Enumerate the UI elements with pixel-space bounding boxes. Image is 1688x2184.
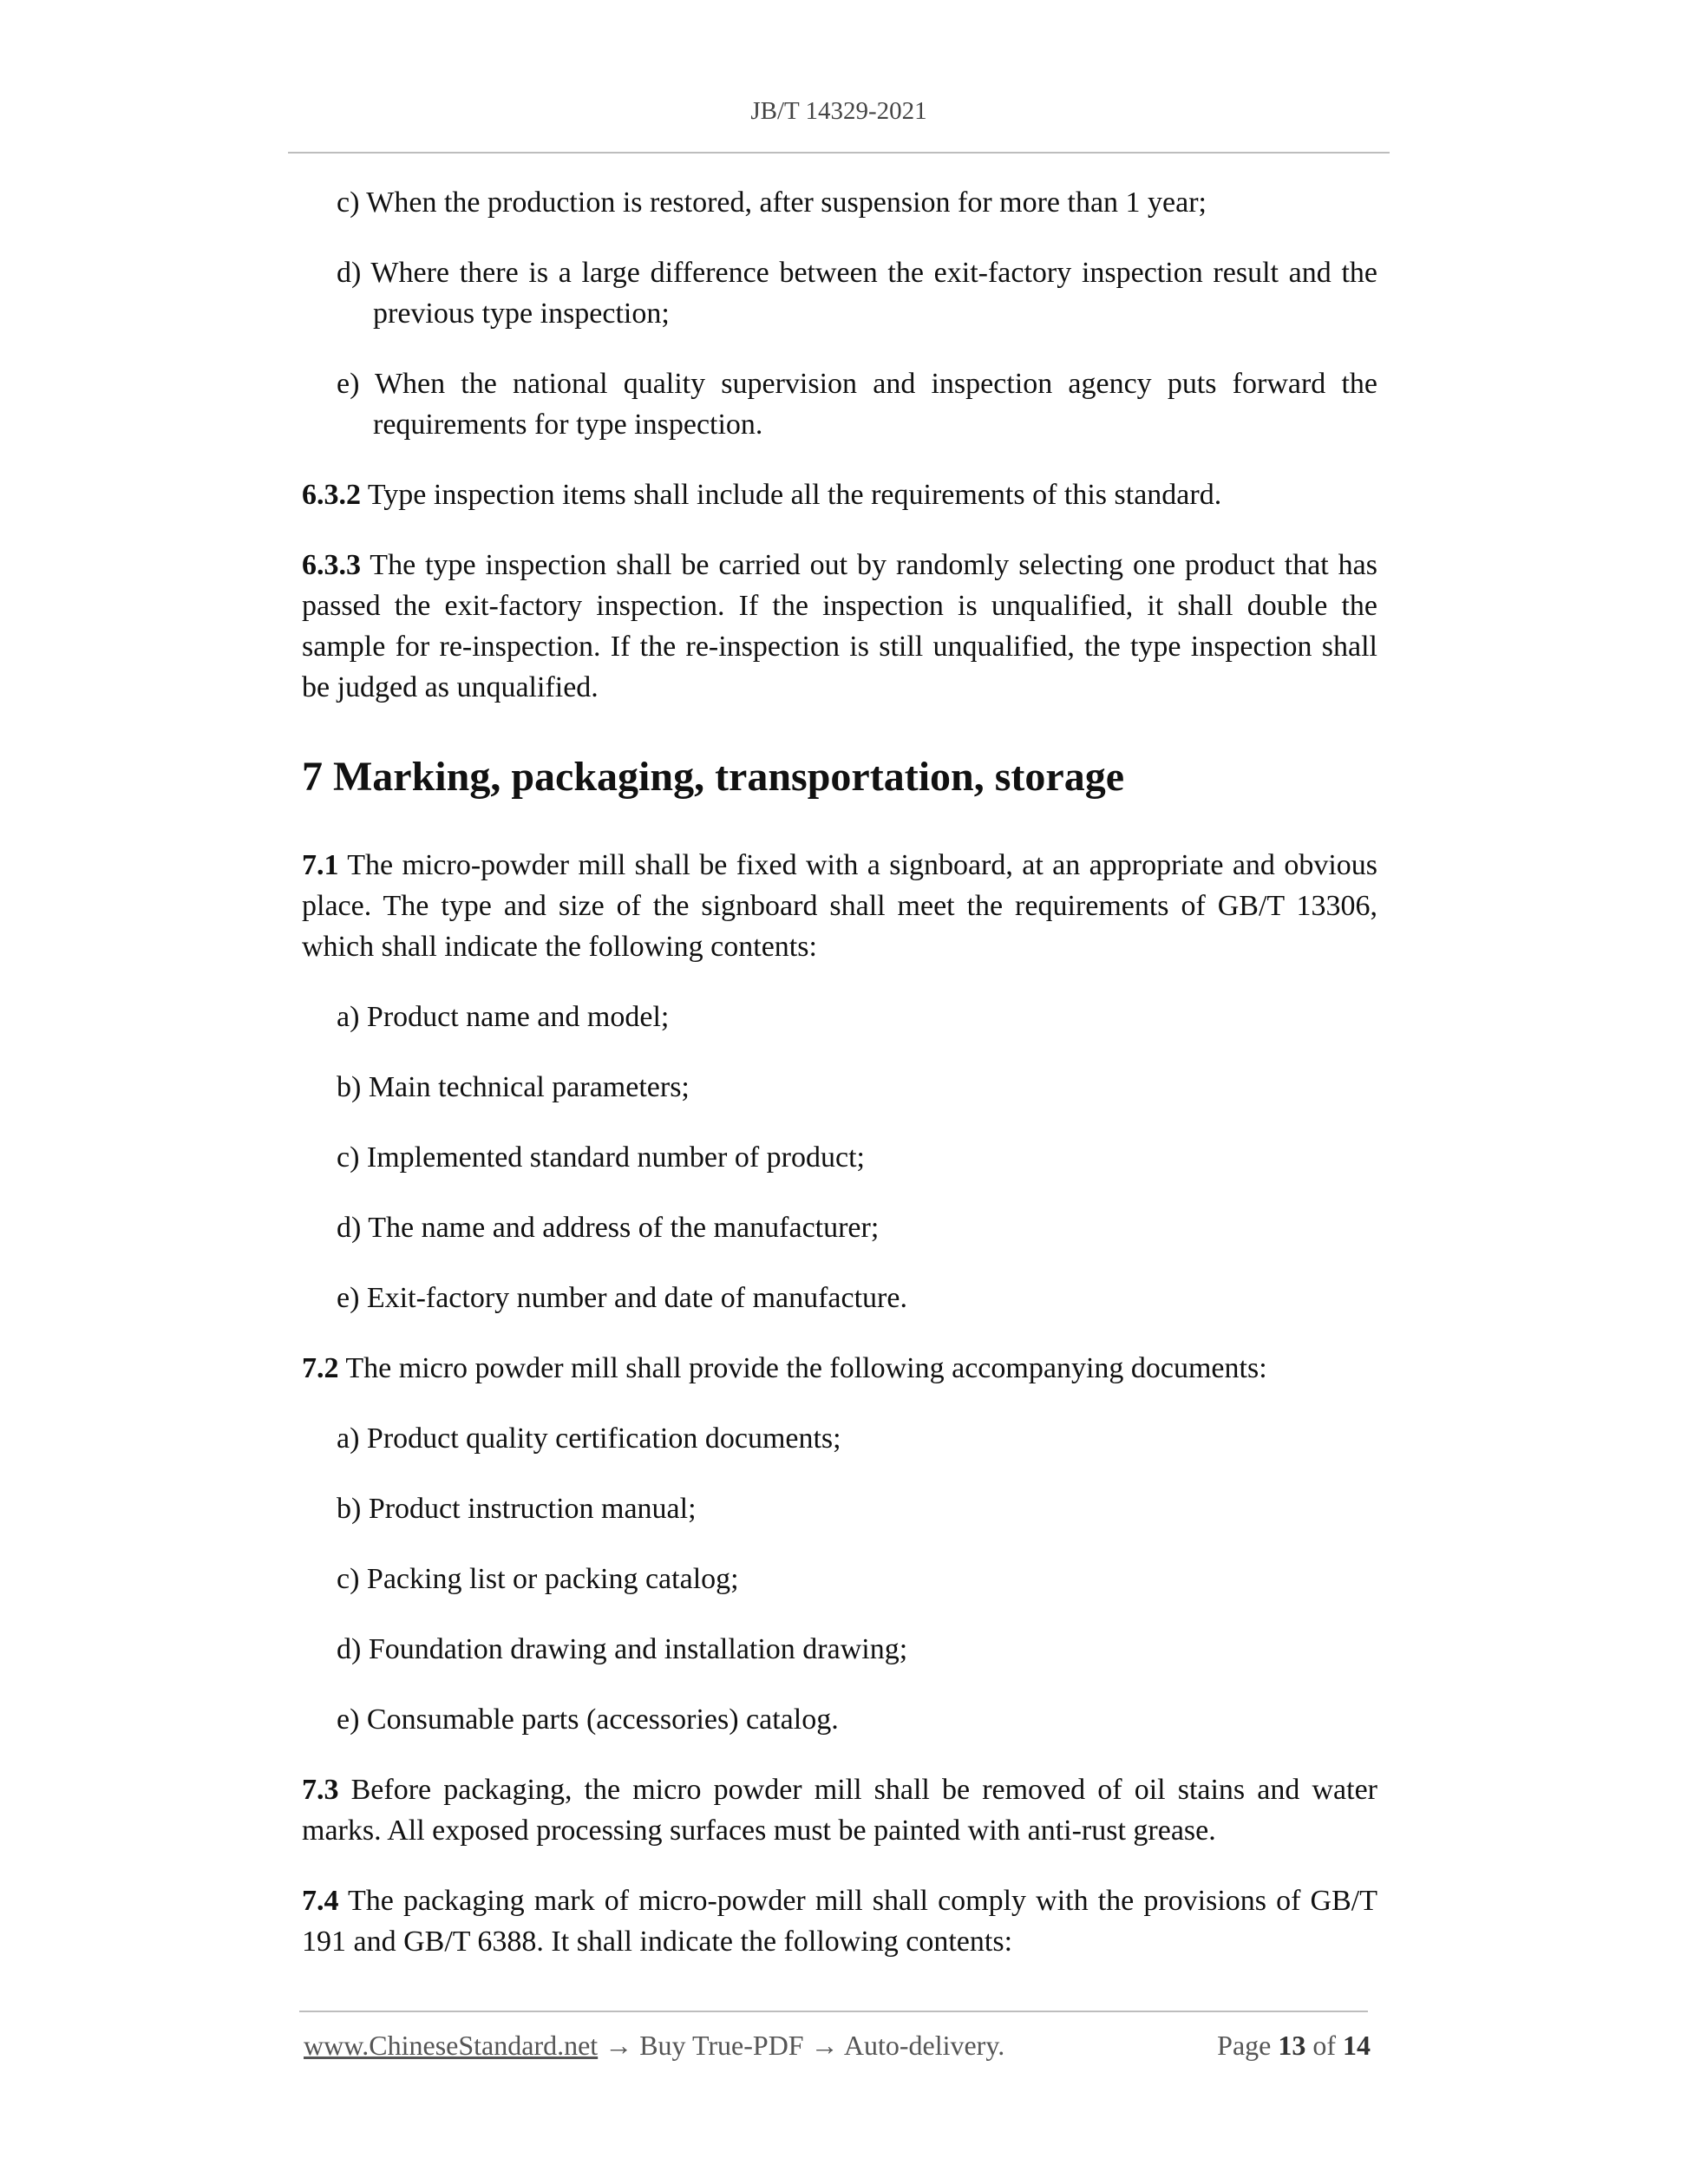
clause-7-3 <box>302 1769 1377 1851</box>
list-item: e) When the national quality supervision and inspection agency puts forward the requirements for type inspection. <box>337 368 1377 441</box>
document-code-header: JB/T 14329-2021 <box>750 97 927 125</box>
footer-divider <box>299 2011 1368 2012</box>
clause-7-1 <box>302 845 1377 967</box>
clause-number: 6.3.3 <box>302 549 361 581</box>
list-item: a) Product name and model; <box>337 1001 670 1033</box>
clause-text: Type inspection items shall include all the requirements of this standard. <box>361 479 1222 511</box>
list-item: b) Product instruction manual; <box>337 1493 697 1525</box>
clause-text: The type inspection shall be carried out by randomly selecting one product that has passed the exit-factory inspection. If the inspection is unqualified, it shall double the sample for re-inspection. If the re-inspection is still unqualified, the type inspection shall be judged as unqualified. <box>302 549 1377 703</box>
site-link[interactable]: www.ChineseStandard.net <box>304 2030 599 2061</box>
list-item: d) The name and address of the manufacturer; <box>337 1212 880 1244</box>
section-7-heading: 7 Marking, packaging, transportation, storage <box>302 754 1124 800</box>
clause-text: The micro-powder mill shall be fixed with a signboard, at an appropriate and obvious place. The type and size of the signboard shall meet the requirements of GB/T 13306, which shall indicate the following contents: <box>302 849 1377 963</box>
clause-number: 6.3.2 <box>302 479 361 511</box>
clause-text: The packaging mark of micro-powder mill shall comply with the provisions of GB/T 191 and GB/T 6388. It shall indicate the following contents: <box>302 1885 1377 1958</box>
header-divider <box>288 152 1390 154</box>
footer-tagline: → Buy True-PDF → Auto-delivery. <box>598 2030 1005 2061</box>
clause-6-3-2 <box>302 474 1377 515</box>
list-item: e) Exit-factory number and date of manufacture. <box>337 1282 907 1314</box>
clause-text: Before packaging, the micro powder mill shall be removed of oil stains and water marks. All exposed processing surfaces must be painted with anti-rust grease. <box>302 1774 1377 1847</box>
list-item: c) Implemented standard number of product; <box>337 1141 865 1174</box>
page-indicator <box>1217 2030 1371 2062</box>
total-pages: 14 <box>1343 2030 1371 2061</box>
clause-number: 7.1 <box>302 849 339 881</box>
list-item: d) Where there is a large difference between the exit-factory inspection result and the previous type inspection; <box>337 257 1377 330</box>
list-item: b) Main technical parameters; <box>337 1071 690 1103</box>
list-item: e) Consumable parts (accessories) catalog. <box>337 1703 839 1736</box>
clause-number: 7.2 <box>302 1352 339 1384</box>
page-label: Page <box>1217 2030 1279 2061</box>
clause-7-4 <box>302 1880 1377 1962</box>
list-item: d) Foundation drawing and installation drawing; <box>337 1633 908 1665</box>
clause-number: 7.4 <box>302 1885 339 1917</box>
list-item: c) When the production is restored, after suspension for more than 1 year; <box>337 186 1207 219</box>
clause-text: The micro powder mill shall provide the following accompanying documents: <box>338 1352 1267 1384</box>
list-item: c) Packing list or packing catalog; <box>337 1563 739 1595</box>
clause-6-3-3 <box>302 545 1377 708</box>
of-label: of <box>1305 2030 1343 2061</box>
clause-7-2 <box>302 1348 1377 1389</box>
current-page: 13 <box>1278 2030 1306 2061</box>
page-content <box>302 182 1377 1991</box>
clause-number: 7.3 <box>302 1774 339 1806</box>
list-item: a) Product quality certification documents; <box>337 1422 841 1455</box>
footer-promo <box>304 2030 1004 2062</box>
